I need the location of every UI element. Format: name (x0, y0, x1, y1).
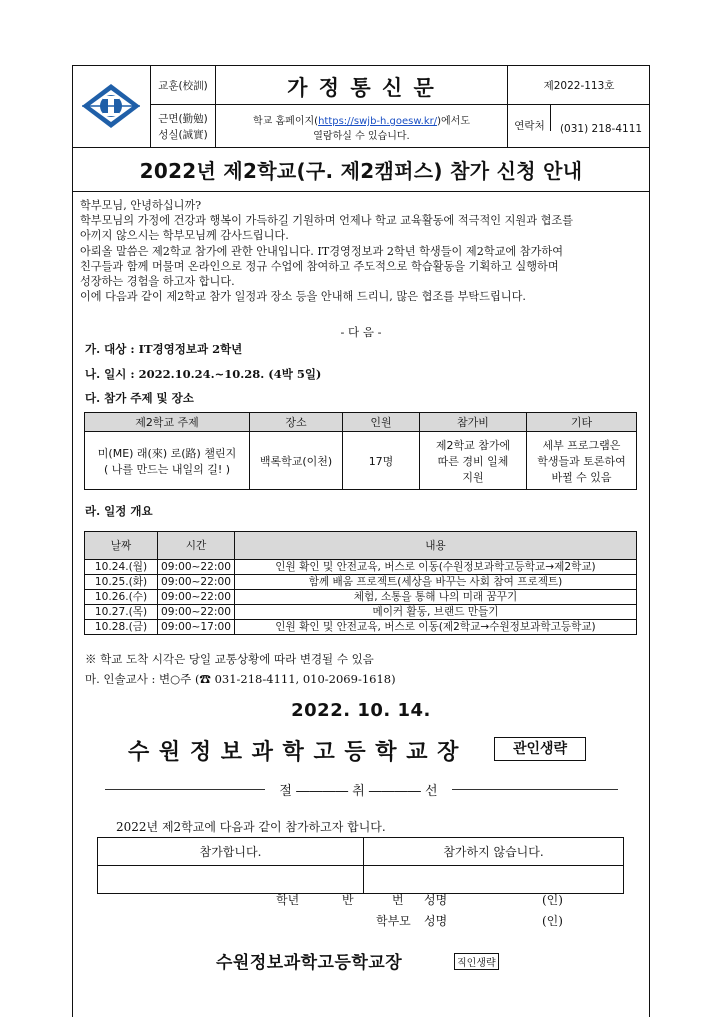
homepage-link[interactable]: https://swjb-h.goesw.kr/ (318, 116, 438, 127)
footer-seal-box: 직인생략 (454, 953, 499, 970)
intro-line: 아뢰올 말씀은 제2학교 참가에 관한 안내입니다. IT경영정보과 2학년 학생들이 제2학교에 참가하여 (80, 244, 564, 258)
intro-line: 학부모님의 가정에 건강과 행복이 가득하길 기원하며 언제나 학교 교육활동에 적극적인 지원과 협조를 (80, 214, 574, 228)
schedule-table (84, 531, 637, 635)
table-row (85, 605, 637, 620)
schedule-time: 09:00~22:00 (158, 605, 235, 620)
intro-line: 학부모님, 안녕하십니까? (80, 199, 202, 212)
teacher-line: 마. 인솔교사 : 변○주 (☎ 031-218-4111, 010-2069-1618) (85, 672, 396, 686)
table-row (85, 560, 637, 575)
student-name-label: 성명 (424, 893, 448, 907)
topic-header-cell: 참가비 (420, 413, 527, 432)
schedule-content: 함께 배움 프로젝트(세상을 바꾸는 사회 참여 프로젝트) (235, 575, 637, 590)
contact-label: 연락처 (509, 105, 551, 131)
topic-cell (85, 432, 250, 490)
table-row (85, 620, 637, 635)
intro-line: 아끼지 않으시는 학부모님께 감사드립니다. (80, 229, 289, 243)
topic-line2: ( 나를 만드는 내일의 길! ) (103, 462, 231, 476)
parent-label: 학부모 (376, 914, 411, 928)
reply-table (97, 837, 624, 894)
parent-seal: (인) (542, 914, 563, 928)
item-schedule: 라. 일정 개요 (85, 504, 153, 518)
item-topic: 다. 참가 주제 및 장소 (85, 391, 194, 405)
title-cell (216, 66, 508, 148)
etc-line2: 학생들과 토론하여 (537, 454, 626, 468)
topic-header-cell: 기타 (527, 413, 637, 432)
schedule-header-cell: 시간 (158, 532, 235, 560)
attend-checkbox[interactable] (98, 866, 364, 894)
motto-line1: 근면(勤勉) (158, 113, 208, 125)
intro-line: 친구들과 함께 머물며 온라인으로 정규 수업에 참여하고 주도적으로 학습활동을 기획하고 실행하며 (80, 259, 559, 273)
doc-number: 제2022-113호 (543, 80, 615, 92)
schedule-date: 10.24.(월) (85, 560, 158, 575)
schedule-date: 10.25.(화) (85, 575, 158, 590)
footer-principal: 수원정보과학고등학교장 (216, 953, 403, 973)
topic-header-cell: 제2학교 주제 (85, 413, 250, 432)
doc-title: 가 정 통 신 문 (287, 76, 436, 100)
place-cell: 백록학교(이천) (250, 432, 343, 490)
fee-line2: 따른 경비 일체 (437, 454, 509, 468)
contact-phone: (031) 218-4111 (559, 123, 643, 135)
schedule-header-cell: 날짜 (85, 532, 158, 560)
issue-date: 2022. 10. 14. (291, 700, 431, 721)
topic-table (84, 412, 637, 490)
header-table (72, 65, 650, 148)
fee-line1: 제2학교 참가에 (435, 438, 511, 452)
homepage-line (216, 112, 507, 127)
table-row (98, 866, 624, 894)
motto-cell (151, 66, 216, 148)
schedule-time: 09:00~17:00 (158, 620, 235, 635)
homepage-prefix: 학교 홈페이지( (253, 116, 319, 127)
schedule-header-cell: 내용 (235, 532, 637, 560)
student-seal: (인) (542, 893, 563, 907)
schedule-table-header (85, 532, 637, 560)
topic-line1: 미(ME) 래(來) 로(路) 챌린지 (97, 446, 237, 460)
intro-line: 성장하는 경험을 하고자 합니다. (80, 275, 235, 289)
not-attend-checkbox[interactable] (364, 866, 624, 894)
attend-label: 참가합니다. (98, 838, 364, 866)
grade-label: 학년 (276, 893, 300, 907)
schedule-time: 09:00~22:00 (158, 575, 235, 590)
etc-line3: 바뀔 수 있음 (551, 470, 612, 484)
schedule-date: 10.26.(수) (85, 590, 158, 605)
intro-text (80, 198, 645, 304)
reply-statement: 2022년 제2학교에 다음과 같이 참가하고자 합니다. (116, 820, 386, 834)
logo-cell (73, 66, 151, 148)
schedule-time: 09:00~22:00 (158, 590, 235, 605)
etc-cell (527, 432, 637, 490)
number-label: 번 (392, 893, 404, 907)
topic-header-cell: 인원 (343, 413, 420, 432)
motto-line2: 성실(誠實) (158, 129, 208, 141)
item-target: 가. 대상 : IT경영정보과 2학년 (85, 342, 243, 356)
topic-header-cell: 장소 (250, 413, 343, 432)
seal-omitted-box: 관인생략 (494, 737, 586, 761)
schedule-date: 10.28.(금) (85, 620, 158, 635)
item-date: 나. 일시 : 2022.10.24.~10.28. (4박 5일) (85, 367, 322, 381)
arrival-note: ※ 학교 도착 시각은 당일 교통상황에 따라 변경될 수 있음 (85, 652, 374, 666)
schedule-content: 인원 확인 및 안전교육, 버스로 이동(수원정보과학고등학교→제2학교) (235, 560, 637, 575)
class-label: 반 (342, 893, 354, 907)
table-row (85, 575, 637, 590)
school-logo-icon (80, 82, 142, 132)
schedule-time: 09:00~22:00 (158, 560, 235, 575)
table-row (85, 590, 637, 605)
schedule-date: 10.27.(목) (85, 605, 158, 620)
motto-label: 교훈(校訓) (158, 80, 208, 92)
cut-line-label: 절 ―――― 취 ―――― 선 (279, 784, 438, 799)
fee-line3: 지원 (462, 470, 484, 484)
schedule-content: 인원 확인 및 안전교육, 버스로 이동(제2학교→수원정보과학고등학교) (235, 620, 637, 635)
table-row (98, 838, 624, 866)
notice-label: - 다 음 - (340, 325, 382, 339)
cut-line-right (452, 789, 618, 790)
parent-name-label: 성명 (424, 914, 448, 928)
fee-cell (420, 432, 527, 490)
schedule-content: 메이커 활동, 브랜드 만들기 (235, 605, 637, 620)
main-title: 2022년 제2학교(구. 제2캠퍼스) 참가 신청 안내 (72, 148, 650, 192)
table-row (85, 432, 637, 490)
homepage-suffix: )에서도 (437, 116, 470, 127)
schedule-content: 체험, 소통을 통해 나의 미래 꿈꾸기 (235, 590, 637, 605)
topic-table-header (85, 413, 637, 432)
etc-line1: 세부 프로그램은 (542, 438, 621, 452)
intro-line: 이에 다음과 같이 제2학교 참가 일정과 장소 등을 안내해 드리니, 많은 협조를 부탁드립니다. (80, 290, 526, 304)
not-attend-label: 참가하지 않습니다. (364, 838, 624, 866)
principal-name: 수 원 정 보 과 학 고 등 학 교 장 (128, 740, 460, 765)
cut-line-left (105, 789, 265, 790)
people-cell: 17명 (343, 432, 420, 490)
homepage-line2: 열람하실 수 있습니다. (313, 131, 410, 142)
